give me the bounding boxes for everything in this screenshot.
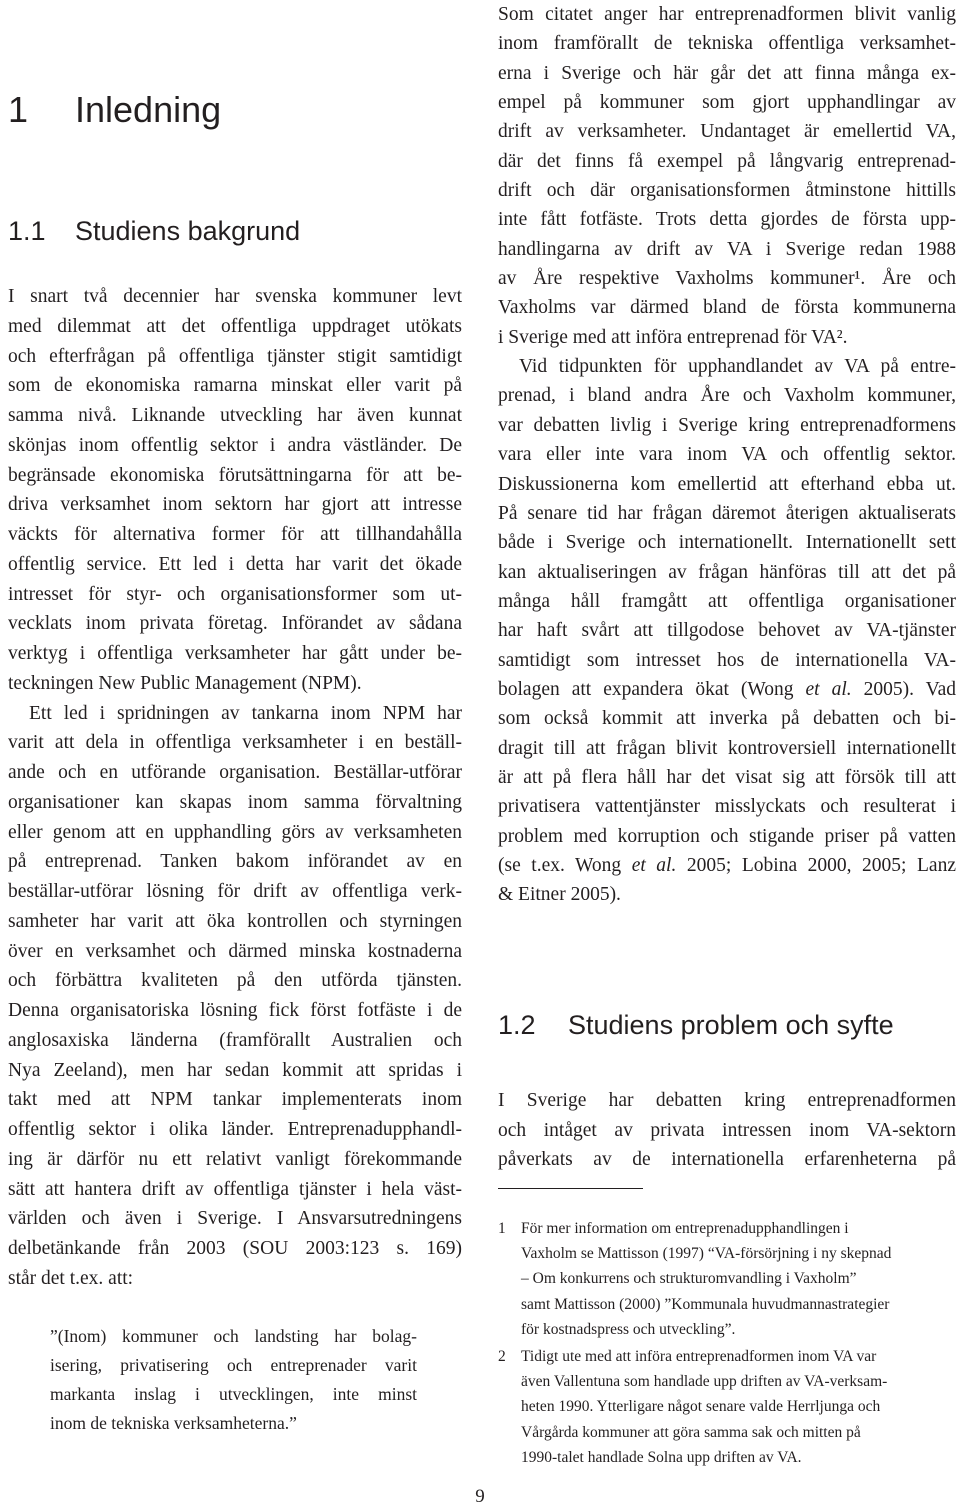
text-line: sätt att hantera drift av offentliga tjänster i hela väst-	[8, 1178, 462, 1200]
italic-text: et al.	[631, 854, 677, 876]
text-line: 1990-talet handlade Solna upp driften av VA.	[521, 1448, 802, 1466]
text-line: privatisera vattentjänster misslyckats och resulterat i	[498, 796, 956, 818]
text-line: många håll framgått att offentliga organisationer	[498, 590, 956, 612]
chapter-title: Inledning	[75, 89, 222, 130]
text-line: världen och även i Sverige. I Ansvarsutredningens	[8, 1208, 462, 1230]
text-line: teckningen New Public Management (NPM).	[8, 672, 362, 694]
text-line: Som citatet anger har entreprenadformen blivit vanlig	[498, 4, 956, 25]
paragraph	[498, 0, 956, 352]
text-line: står det t.ex. att:	[8, 1267, 134, 1289]
text-line: För mer information om entreprenadupphandlingen i	[521, 1220, 849, 1237]
text-line: samtidigt som intresset hos de internationella VA-	[498, 649, 956, 671]
paragraph	[498, 1086, 956, 1175]
text-line: som de ekonomiska ramarna minskat eller varit på	[8, 375, 462, 397]
text-segment: 2005; Lobina 2000, 2005; Lanz	[676, 854, 956, 876]
text-line: samt Mattisson (2000) ”Kommunala huvudmannastrategier	[521, 1295, 890, 1313]
text-line: Ett led i spridningen av tankarna inom NPM har	[29, 702, 462, 724]
text-line: var debatten livlig i Sverige kring entreprenadformens	[498, 414, 956, 436]
text-line: Vårgårda kommuner att göra samma sak och mitten på	[521, 1423, 861, 1441]
text-line: eller genom att en upphandling görs av verksamheten	[8, 821, 462, 843]
text-line: prenad, i bland andra Åre och Vaxholm kommuner,	[498, 385, 956, 407]
text-line: och förbättra kvaliteten på den utförda tjänsten.	[8, 970, 462, 992]
text-line: kan aktualiseringen av frågan hänföras till att det på	[498, 561, 956, 583]
text-line: som också kommit att inverka på debatten och bi-	[498, 708, 956, 730]
footnote-number: 2	[498, 1348, 506, 1366]
text-line: Diskussionerna kom emellertid att efterhand ebba ut.	[498, 473, 956, 495]
text-segment: bolagen att expandera ökat (Wong	[498, 678, 806, 700]
text-line: offentlig service. Ett led i detta har varit det ökade	[8, 553, 462, 575]
text-line: på entreprenad. Tanken bakom införandet av en	[8, 851, 462, 873]
text-line: väckts för alternativa former för att tillhandahålla	[8, 524, 462, 545]
paragraph	[8, 282, 462, 699]
text-line: vara eller inte vara inom VA och offentlig sektor.	[498, 444, 956, 466]
text-line: och efterfrågan på offentliga tjänster stigit samtidigt	[8, 345, 462, 367]
text-line: varit att dela in offentliga verksamheter i en beställ-	[8, 732, 462, 754]
text-line: På senare tid har frågan däremot återigen aktualiserats	[498, 502, 956, 524]
text-line: Nya Zeeland), men har sedan kommit att spridas i	[8, 1059, 462, 1081]
text-line: drift av verksamheter. Undantaget är emellertid VA,	[498, 121, 956, 143]
text-line: Vaxholm se Mattisson (1997) “VA-försörjning i ny skepnad	[521, 1245, 892, 1263]
section-title: Studiens bakgrund	[75, 216, 301, 246]
text-line: ”(Inom) kommuner och landsting har bolag-	[50, 1326, 417, 1346]
text-line: – Om konkurrens och strukturomvandling i Vaxholm”	[521, 1270, 857, 1288]
footnotes	[498, 1216, 956, 1470]
right-column-text	[498, 0, 956, 910]
text-line: I snart två decennier har svenska kommuner levt	[8, 286, 462, 307]
text-line	[498, 851, 956, 880]
italic-text: et al.	[805, 678, 852, 700]
text-line: för kostnadspress och utveckling”.	[521, 1320, 736, 1338]
text-line: I Sverige har debatten kring entreprenadformen	[498, 1090, 956, 1111]
text-line: av Åre respektive Vaxholms kommuner¹. Åre och	[498, 268, 956, 290]
footnote-text	[521, 1344, 956, 1470]
text-line: skönjas inom offentlig sektor i andra västländer. De	[8, 434, 462, 456]
page-number: 9	[475, 1486, 485, 1507]
text-line: handlingarna av drift av VA i Sverige redan 1988	[498, 238, 956, 260]
paragraph	[50, 1322, 417, 1438]
text-line: & Eitner 2005).	[498, 884, 621, 906]
text-line: med dilemmat att det offentliga uppdraget utökats	[8, 315, 462, 337]
section-number: 1.2	[498, 1010, 536, 1040]
block-quote	[50, 1322, 417, 1438]
text-line: delbetänkande från 2003 (SOU 2003:123 s. 169)	[8, 1238, 462, 1259]
footnote-text	[521, 1216, 956, 1342]
text-line: i Sverige med att införa entreprenad för VA².	[498, 326, 848, 348]
text-line: heten 1990. Ytterligare något senare valde Herrljunga och	[521, 1398, 881, 1416]
footnote-divider	[498, 1188, 643, 1189]
footnote-number: 1	[498, 1220, 506, 1237]
text-line: inom framförallt de tekniska offentliga verksamhet-	[498, 33, 956, 55]
text-line: empel på kommuner som gjort upphandlingar av	[498, 92, 956, 114]
text-line: organisationer kan skapas inom samma förvaltning	[8, 791, 462, 813]
text-line: vecklats inom privata företag. Införandet av sådana	[8, 613, 462, 635]
text-line: erna i Sverige och här går det att finna många ex-	[498, 62, 956, 84]
footnote	[498, 1216, 956, 1342]
text-line: inom de tekniska verksamheterna.”	[50, 1413, 297, 1433]
text-line: dragit till att frågan blivit kontroversiell internationellt	[498, 737, 956, 759]
left-column-text	[8, 282, 462, 1294]
text-line: både i Sverige och internationellt. Internationellt sett	[498, 532, 956, 554]
text-line: och intåget av privata intressen inom VA-sektorn	[498, 1119, 956, 1141]
text-line: problem med korruption och stigande priser på vatten	[498, 825, 956, 847]
section-number: 1.1	[8, 216, 46, 246]
text-line: begränsade ekonomiska förutsättningarna för att be-	[8, 464, 462, 486]
paragraph	[8, 699, 462, 1294]
text-line: Vid tidpunkten för upphandlandet av VA på entre-	[519, 356, 956, 378]
text-line: markanta inslag i utvecklingen, inte minst	[50, 1384, 417, 1404]
text-line: Tidigt ute med att införa entreprenadformen inom VA var	[521, 1348, 877, 1366]
text-line	[498, 675, 956, 704]
text-line: Denna organisatoriska lösning fick först fotfäste i de	[8, 1000, 462, 1021]
text-line: verktyg i offentliga verksamheter har gått under be-	[8, 643, 462, 664]
text-line: över en verksamhet och därmed minska kostnaderna	[8, 940, 462, 962]
text-segment: (se t.ex. Wong	[498, 854, 632, 876]
section-text	[498, 1086, 956, 1175]
text-line: är att på flera håll har det visat sig att försök till att	[498, 766, 956, 788]
footnote	[498, 1344, 956, 1470]
text-line: anglosaxiska länderna (framförallt Australien och	[8, 1029, 462, 1051]
chapter-number: 1	[8, 89, 29, 130]
text-line: driva verksamhet inom sektorn har gjort att intresse	[8, 494, 462, 516]
text-line: samma nivå. Liknande utveckling har även kunnat	[8, 405, 462, 426]
text-line: även Vallentuna som handlade upp driften av VA-verksam-	[521, 1373, 888, 1391]
text-line: inte fått fotfäste. Trots detta gjordes de första upp-	[498, 209, 956, 231]
text-line: samheter har varit att öka kontrollen och styrningen	[8, 910, 462, 932]
text-line: påverkats av de internationella erfarenheterna på	[498, 1149, 956, 1170]
text-line: drift och där organisationsformen åtminstone hittills	[498, 180, 956, 202]
text-segment: 2005). Vad	[851, 678, 956, 700]
text-line: beställar-utförar lösning för drift av offentliga verk-	[8, 881, 462, 902]
paragraph	[498, 352, 956, 910]
text-line: takt med att NPM tankar implementerats inom	[8, 1089, 462, 1111]
text-line: Vaxholms var därmed bland de första kommunerna	[498, 297, 956, 319]
text-line: där det finns få exempel på långvarig entreprenad-	[498, 150, 956, 172]
text-line: har haft svårt att tillgodose behovet av VA-tjänster	[498, 620, 956, 642]
text-line: offentlig sektor i olika länder. Entreprenadupphandl-	[8, 1119, 462, 1140]
text-line: ing är därför nu ett relativt vanligt förekommande	[8, 1148, 462, 1170]
section-title: Studiens problem och syfte	[568, 1010, 894, 1040]
text-line: intresset för styr- och organisationsformer som ut-	[8, 583, 462, 605]
text-line: isering, privatisering och entreprenader varit	[50, 1355, 417, 1375]
text-line: ande och en utförande organisation. Beställar-utförar	[8, 762, 462, 783]
